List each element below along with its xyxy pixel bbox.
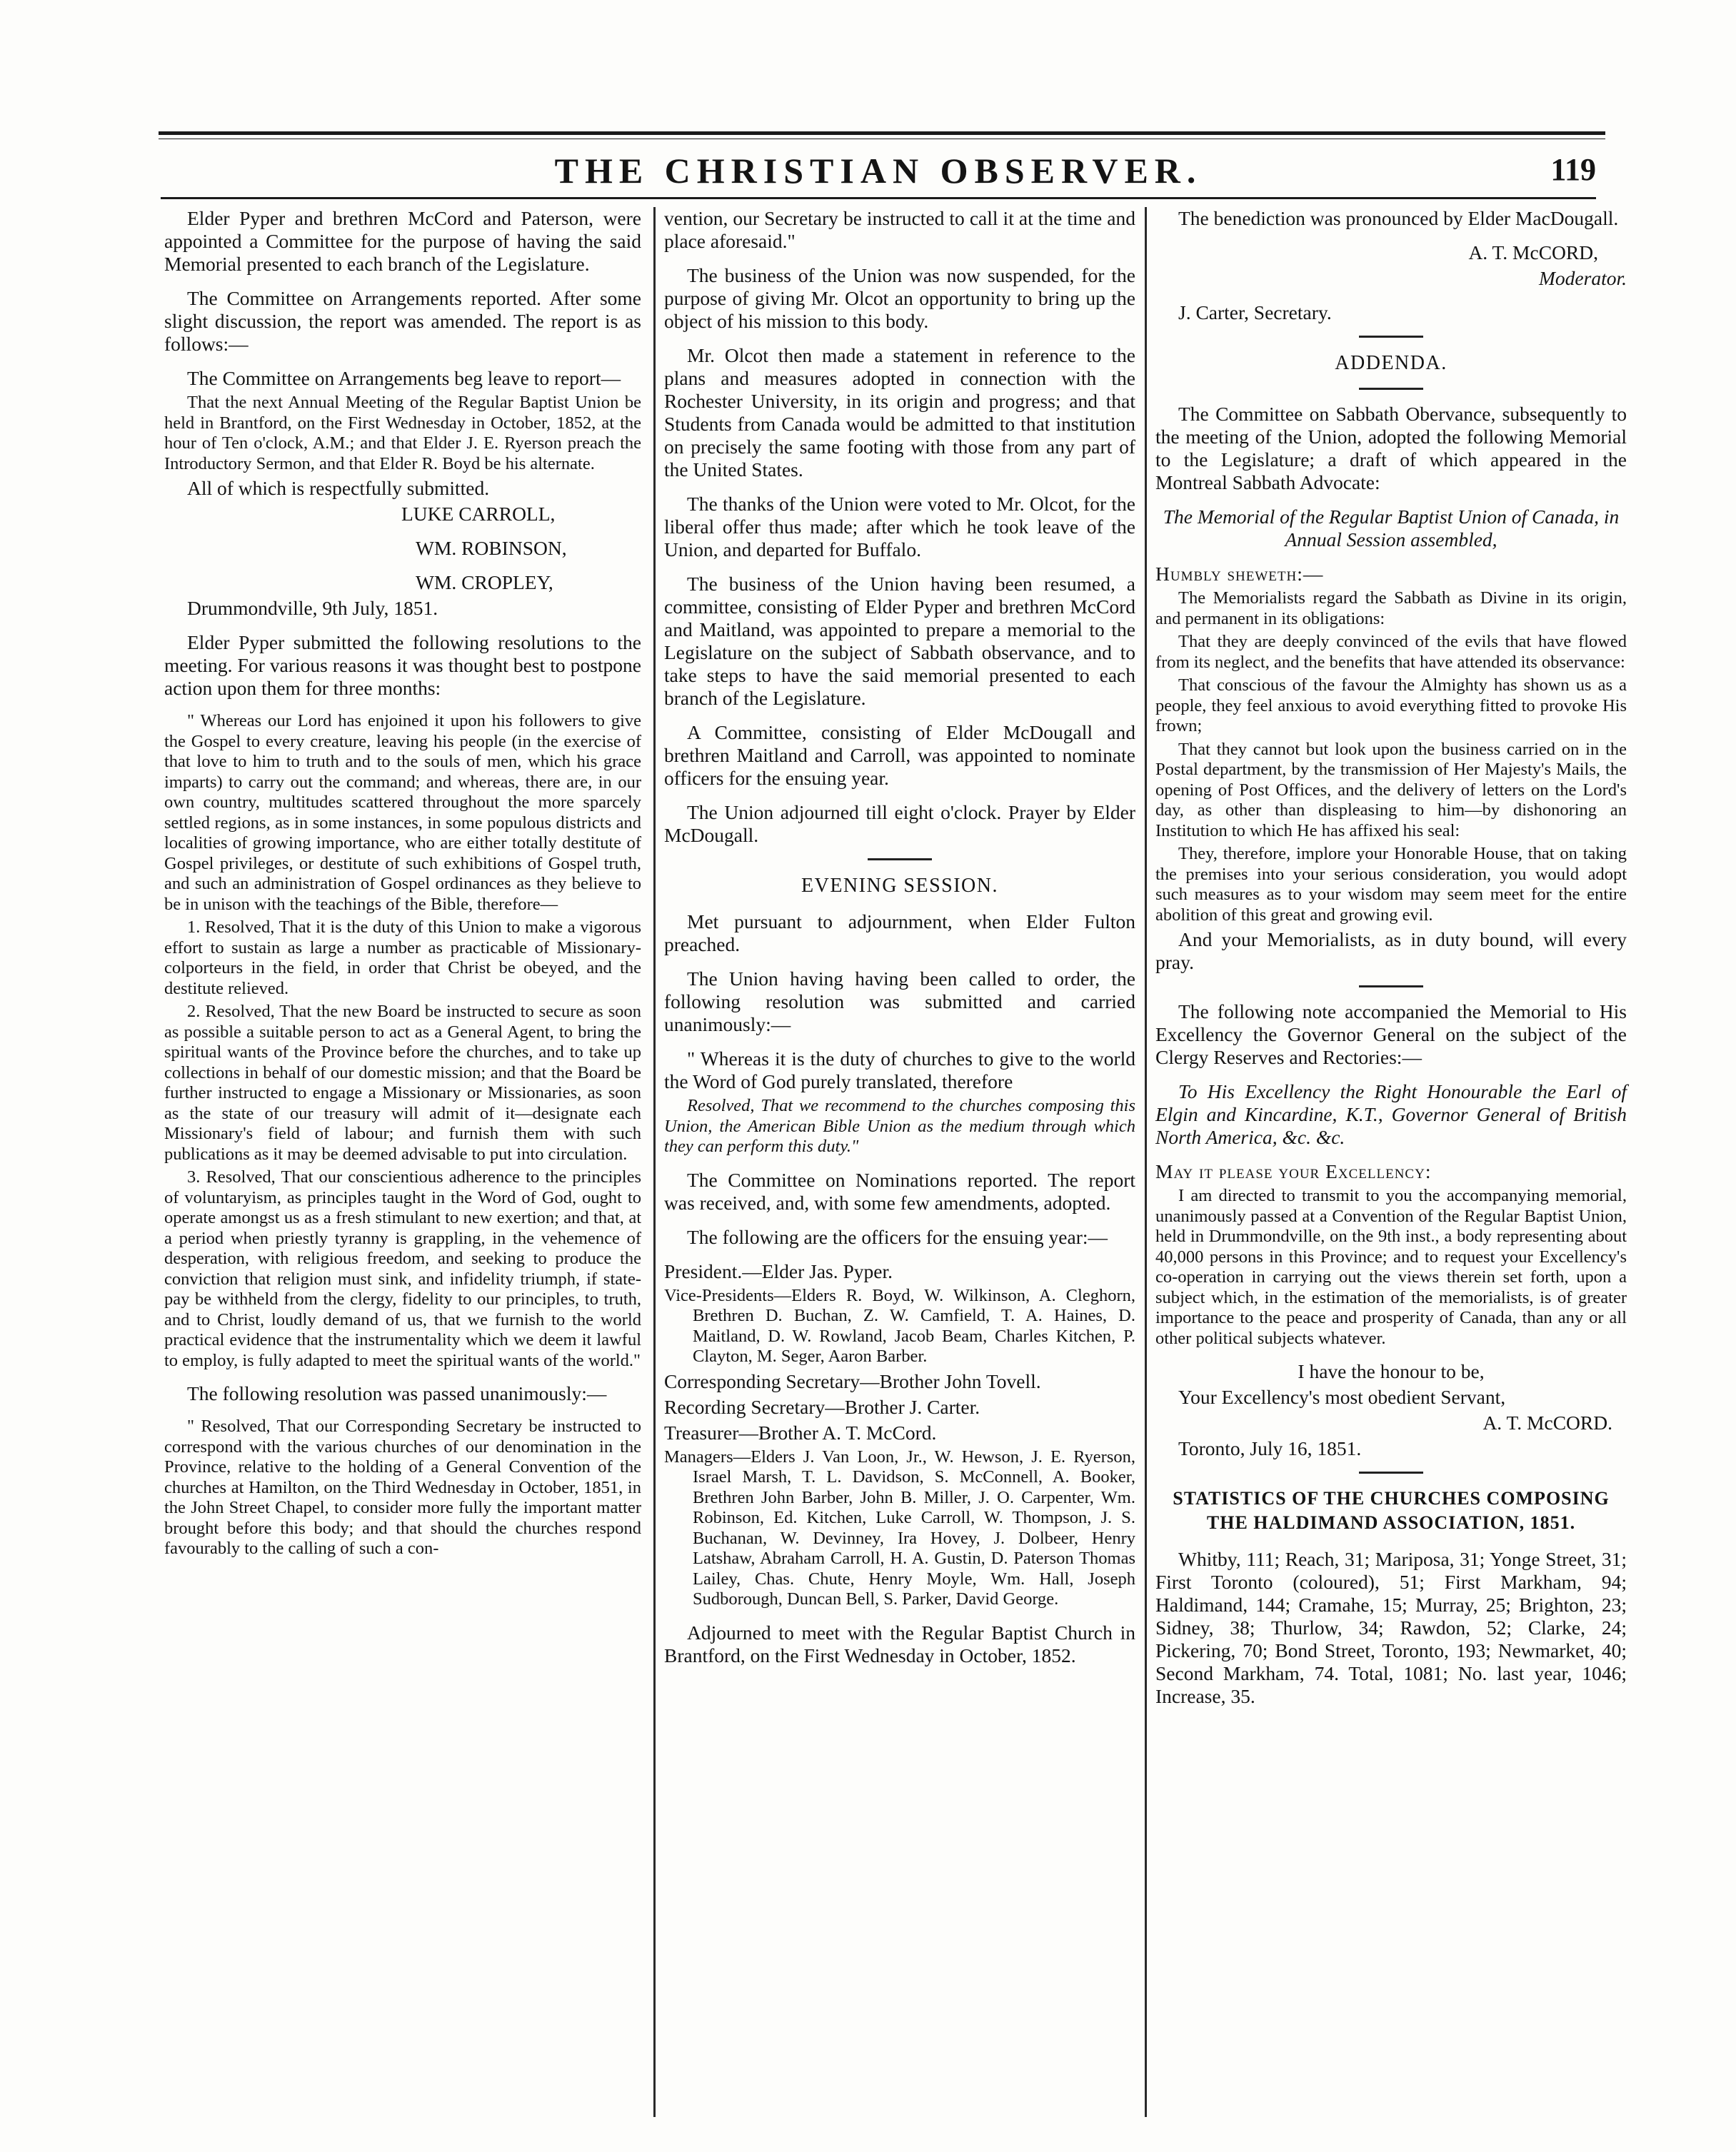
paragraph: The business of the Union was now suspended, for the purpose of giving Mr. Olcot an opportunity to bring up the object of his mission to this body. bbox=[664, 264, 1135, 332]
memorial-title: The Memorial of the Regular Baptist Union of Canada, in Annual Session assembled, bbox=[1163, 506, 1620, 550]
paragraph: " Whereas our Lord has enjoined it upon his followers to give the Gospel to every creature, leaving his people (in the exercise of that love to him to truth and to the souls of men, which his grace imparts) to carry out the command; and whereas, there are, in our own country, multitudes scattered throughout the more sparcely settled regions, as in some instances, in some populous districts and localities of growing importance, who are either totally destitute of Gospel privileges, or destitute of such exhibitions of Gospel truth, and such an administration of Gospel ordinances as they believe to be in unison with the teachings of the Bible, therefore— bbox=[164, 711, 641, 914]
paragraph: " Whereas it is the duty of churches to give to the world the Word of God purely translated, therefore bbox=[664, 1047, 1135, 1092]
salutation: May it please your Excellency: bbox=[1155, 1160, 1432, 1182]
section-rule bbox=[1359, 985, 1423, 987]
paragraph: 2. Resolved, That the new Board be instructed to secure as soon as possible a suitable person to act as a General Agent, to bring the spiritual wants of the Province before the churches, and to take up collections in behalf of our domestic mission; and that the Board be further instructed to engage a Missionary or Missionaries, as soon as the state of our treasury will admit of it—designate each Missionary's field of labour; and furnish them with such publications as it may be deemed advisable to put into circulation. bbox=[164, 1002, 641, 1164]
paragraph: The following are the officers for the ensuing year:— bbox=[687, 1225, 1108, 1248]
statistics-heading: THE HALDIMAND ASSOCIATION, 1851. bbox=[1206, 1512, 1576, 1533]
paragraph: Met pursuant to adjournment, when Elder Fulton preached. bbox=[664, 910, 1135, 955]
column-2 bbox=[664, 207, 1135, 1679]
paragraph: The Committee on Arrangements reported. After some slight discussion, the report was amended. The report is as follows:— bbox=[164, 287, 641, 355]
paragraph: Humbly sheweth:— bbox=[1155, 563, 1324, 585]
paragraph: The following note accompanied the Memorial to His Excellency the Governor General on the subject of the Clergy Reserves and Rectories:— bbox=[1155, 1000, 1627, 1068]
dateline: Drummondville, 9th July, 1851. bbox=[187, 597, 438, 619]
officer-entry: President.—Elder Jas. Pyper. bbox=[664, 1259, 893, 1282]
paragraph: " Resolved, That our Corresponding Secretary be instructed to correspond with the various churches of our denomination in the Province, relative to the holding of a General Convention of the churches at Hamilton, on the Third Wednesday in October, 1851, in the John Street Chapel, to consider more fully the important matter brought before this body; and that should the churches respond favourably to the calling of such a con- bbox=[164, 1417, 641, 1558]
paragraph: All of which is respectfully submitted. bbox=[187, 477, 490, 499]
paragraph: The Committee on Arrangements beg leave to report— bbox=[187, 367, 621, 389]
header-rule bbox=[161, 197, 1596, 199]
page-title: THE CHRISTIAN OBSERVER. bbox=[554, 151, 1203, 191]
officer-entry: Treasurer—Brother A. T. McCord. bbox=[664, 1421, 937, 1444]
officer-entry: Vice-Presidents—Elders R. Boyd, W. Wilkinson, A. Cleghorn, Brethren D. Buchan, Z. W. Camfield, T. A. Haines, D. Maitland, D. W. Rowland, Jacob Beam, Charles Kitchen, P. Clayton, M. Seger, Aaron Barber. bbox=[664, 1285, 1135, 1366]
paragraph: That they are deeply convinced of the evils that have flowed from its neglect, and the benefits that have attended its observance: bbox=[1155, 632, 1627, 672]
officer-entry: Managers—Elders J. Van Loon, Jr., W. Hewson, J. E. Ryerson, Israel Marsh, T. L. Davidson, S. McConnell, A. Booker, Brethren John Barber, John B. Miller, J. O. Carpenter, Wm. Robinson, Ed. Kitchen, Luke Carroll, W. Thompson, J. S. Buchanan, W. Devinney, Ira Hovey, J. Dolbeer, Henry Latshaw, Abraham Carroll, H. A. Gustin, D. Paterson Thomas Lailey, Chas. Chute, Henry Moyle, Wm. Hall, Joseph Sudborough, Duncan Bell, S. Parker, David George. bbox=[664, 1447, 1135, 1609]
section-heading: ADDENDA. bbox=[1335, 352, 1447, 374]
paragraph: Elder Pyper submitted the following resolutions to the meeting. For various reasons it was thought best to postpone action upon them for three months: bbox=[164, 631, 641, 699]
masthead bbox=[161, 150, 1596, 193]
paragraph: 1. Resolved, That it is the duty of this Union to make a vigorous effort to sustain as large a number as practicable of Missionary-colporteurs in the field, in order that Christ be obeyed, and the destitute relieved. bbox=[164, 917, 641, 998]
paragraph: The Union adjourned till eight o'clock. Prayer by Elder McDougall. bbox=[664, 801, 1135, 846]
paragraph: Mr. Olcot then made a statement in reference to the plans and measures adopted in connection with the Rochester University, in its origin and progress; and that Students from Canada would be admitted to that institution on precisely the same footing with those from any part of the United States. bbox=[664, 344, 1135, 481]
closing-name: A. T. McCORD. bbox=[1482, 1412, 1612, 1434]
column-divider bbox=[1145, 207, 1147, 2117]
paragraph: Adjourned to meet with the Regular Baptist Church in Brantford, on the First Wednesday in October, 1852. bbox=[664, 1621, 1135, 1666]
statistics: Whitby, 111; Reach, 31; Mariposa, 31; Yonge Street, 31; First Toronto (coloured), 51; First Markham, 94; Haldimand, 144; Cramahe, 15; Murray, 25; Brighton, 23; Sidney, 38; Thurlow, 34; Rawdon, 52; Clarke, 24; Pickering, 70; Bond Street, Toronto, 193; Newmarket, 40; Second Markham, 74. Total, 1081; No. last year, 1046; Increase, 35. bbox=[1155, 1548, 1627, 1707]
paragraph: Elder Pyper and brethren McCord and Paterson, were appointed a Committee for the purpose of having the said Memorial presented to each branch of the Legislature. bbox=[164, 207, 641, 275]
closing: Your Excellency's most obedient Servant, bbox=[1178, 1386, 1506, 1408]
signature: WM. CROPLEY, bbox=[416, 571, 553, 593]
signature: WM. ROBINSON, bbox=[416, 537, 567, 559]
paragraph: The following resolution was passed unanimously:— bbox=[187, 1382, 607, 1404]
paragraph: And your Memorialists, as in duty bound, will every pray. bbox=[1155, 928, 1627, 973]
column-1 bbox=[164, 207, 641, 1571]
section-heading: EVENING SESSION. bbox=[801, 875, 998, 897]
section-rule bbox=[868, 858, 932, 860]
paragraph: That conscious of the favour the Almighty has shown us as a people, they feel anxious to avoid everything fitted to provoke His frown; bbox=[1155, 675, 1627, 735]
section-rule bbox=[1359, 336, 1423, 338]
paragraph: That they cannot but look upon the business carried on in the Postal department, by the transmission of Her Majesty's Mails, the opening of Post Offices, and the delivery of letters on the Lord's day, as other than displeasing to him—by dishonoring an Institution to which He has affixed his seal: bbox=[1155, 739, 1627, 840]
paragraph: The Committee on Sabbath Obervance, subsequently to the meeting of the Union, adopted the following Memorial to the Legislature; a draft of which appeared in the Montreal Sabbath Advocate: bbox=[1155, 403, 1627, 493]
closing: I have the honour to be, bbox=[1298, 1360, 1485, 1382]
secretary-line: J. Carter, Secretary. bbox=[1178, 301, 1332, 323]
address: To His Excellency the Right Honourable the Earl of Elgin and Kincardine, K.T., Governor General of British North America, &c. &c. bbox=[1155, 1080, 1627, 1148]
officer-entry: Corresponding Secretary—Brother John Tovell. bbox=[664, 1369, 1041, 1392]
paragraph: That the next Annual Meeting of the Regular Baptist Union be held in Brantford, on the First Wednesday in October, 1852, at the hour of Ten o'clock, A.M.; and that Elder J. E. Ryerson preach the Introductory Sermon, and that Elder R. Boyd be his alternate. bbox=[164, 393, 641, 473]
paragraph: vention, our Secretary be instructed to call it at the time and place aforesaid." bbox=[664, 207, 1135, 252]
paragraph: The Committee on Nominations reported. The report was received, and, with some few amendments, adopted. bbox=[664, 1168, 1135, 1214]
page-number: 119 bbox=[1550, 152, 1596, 187]
top-rule bbox=[159, 131, 1605, 135]
signature-title: Moderator. bbox=[1539, 267, 1627, 289]
section-rule bbox=[1359, 388, 1423, 390]
paragraph: A Committee, consisting of Elder McDougall and brethren Maitland and Carroll, was appointed to nominate officers for the ensuing year. bbox=[664, 721, 1135, 789]
paragraph: 3. Resolved, That our conscientious adherence to the principles of voluntaryism, as principles taught in the Word of God, ought to operate amongst us as a fresh stimulant to new exertion; and that, at a period when priestly tyranny is grappling, in the vehemence of desperation, with religious freedom, and seeking to produce the conviction that religion must sink, and infidelity triumph, if state-pay be withheld from the clergy, fidelity to our principles, to truth, and to Christ, loudly demand of us, that we furnish to the world practical evidence that the instrumentality which we deem it lawful to employ, is fully adapted to meet the spiritual wants of the world." bbox=[164, 1167, 641, 1370]
statistics-heading: STATISTICS OF THE CHURCHES COMPOSING bbox=[1173, 1488, 1610, 1509]
paragraph: The benediction was pronounced by Elder MacDougall. bbox=[1178, 207, 1619, 229]
paragraph: They, therefore, implore your Honorable House, that on taking the premises into your serious consideration, you would adopt such measures as to your wisdom may seem meet for the entire abolition of this great and growing evil. bbox=[1155, 844, 1627, 925]
closing-date: Toronto, July 16, 1851. bbox=[1178, 1437, 1362, 1459]
officer-entry: Recording Secretary—Brother J. Carter. bbox=[664, 1395, 980, 1418]
paragraph: The business of the Union having been resumed, a committee, consisting of Elder Pyper and brethren McCord and Maitland, was appointed to prepare a memorial to the Legislature on the subject of Sabbath observance, and to take steps to have the said memorial presented to each branch of the Legislature. bbox=[664, 573, 1135, 709]
signature: LUKE CARROLL, bbox=[401, 503, 556, 525]
column-3 bbox=[1155, 207, 1627, 1719]
section-rule bbox=[1359, 1472, 1423, 1474]
paragraph: I am directed to transmit to you the accompanying memorial, unanimously passed at a Convention of the Regular Baptist Union, held in Drummondville, on the 9th inst., a body representing about 40,000 persons in this Province; and to request your Excellency's co-operation in carrying out the views therein set forth, upon a subject which, in the estimation of the memorialists, is of greater importance to the peace and prosperity of Canada, than any or all other political subjects whatever. bbox=[1155, 1186, 1627, 1348]
signature-name: A. T. McCORD, bbox=[1468, 241, 1598, 263]
paragraph: The Memorialists regard the Sabbath as Divine in its origin, and permanent in its obligations: bbox=[1155, 588, 1627, 628]
paragraph: The thanks of the Union were voted to Mr. Olcot, for the liberal offer thus made; after which he took leave of the Union, and departed for Buffalo. bbox=[664, 493, 1135, 560]
paragraph: The Union having having been called to order, the following resolution was submitted and carried unanimously:— bbox=[664, 967, 1135, 1035]
paragraph: Resolved, That we recommend to the churches composing this Union, the American Bible Union as the medium through which they can perform this duty." bbox=[664, 1096, 1135, 1156]
column-divider bbox=[653, 207, 656, 2117]
